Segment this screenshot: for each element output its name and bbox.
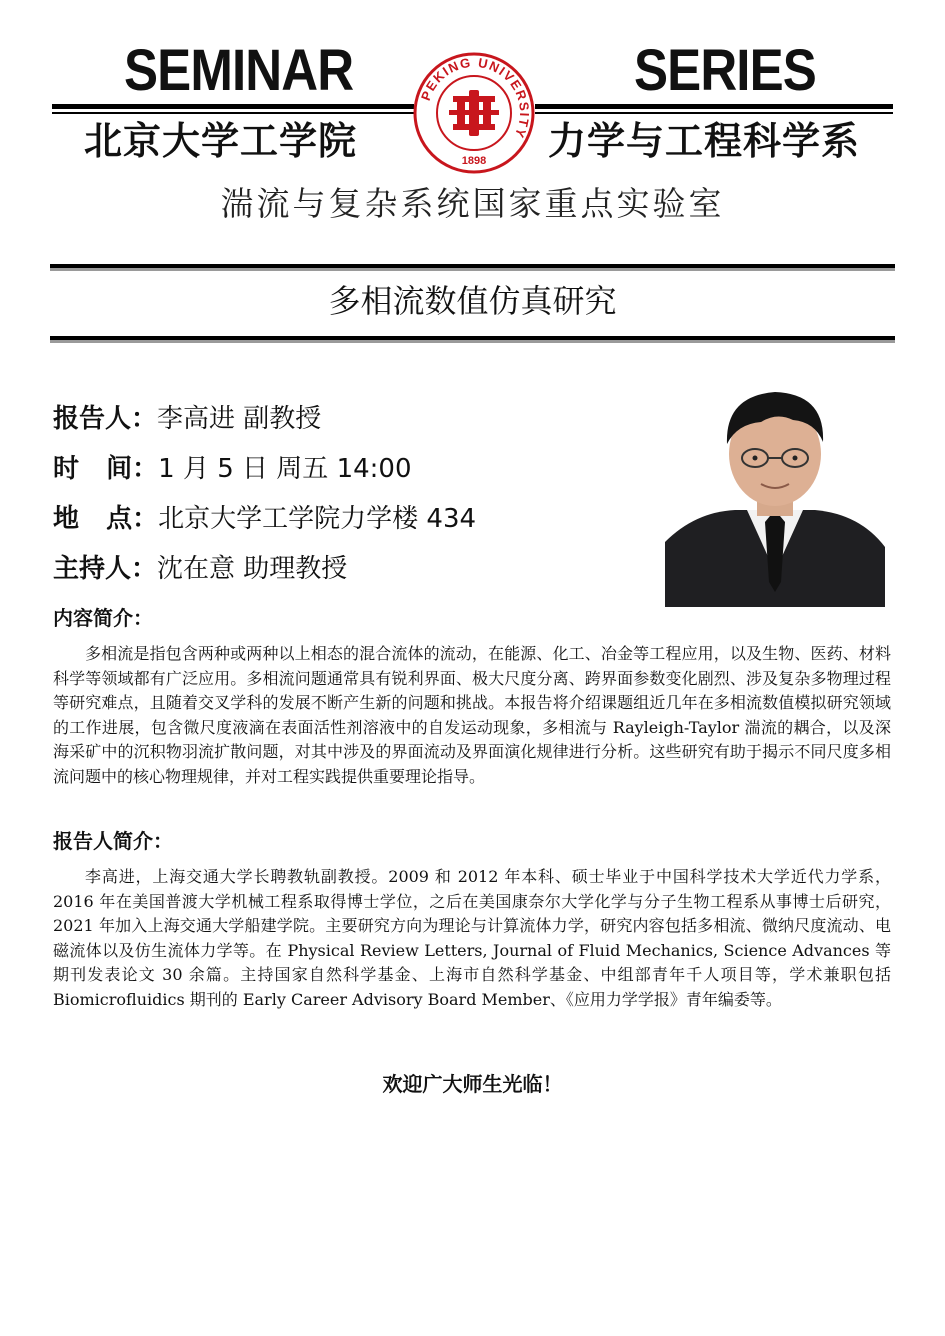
place-label: 地 点： — [53, 504, 159, 534]
header-line-right-thick — [535, 104, 893, 109]
abstract-text: 多相流是指包含两种或两种以上相态的混合流体的流动，在能源、化工、冶金等工程应用，以及生物、医药、材料科学等领域都有广泛应用。多相流问题通常具有锐利界面、极大尺度分离、跨界面参数变化剧烈、涉及复杂多物理过程等研究难点，且随着交叉学科的发展不断产生新的问题和挑战。本报告将介绍课题组近几年在多相流数值模拟研究领域的工作进展，包含微尺度液滴在表面活性剂溶液中的自发运动现象，多相流与 Rayleigh-Taylor 湍流的耦合，以及深海采矿中的沉积物羽流扩散问题，对其中涉及的界面流动及界面演化规律进行分析。这些研究有助于揭示不同尺度多相流问题中的核心物理规律，并对工程实践提供重要理论指导。 — [53, 644, 891, 786]
info-time — [53, 456, 412, 482]
header-line-right-thin — [535, 112, 893, 114]
title-bar-top-shadow — [50, 268, 895, 271]
talk-title: 多相流数值仿真研究 — [328, 282, 617, 320]
header-series-word: SERIES — [634, 38, 816, 103]
state-key-lab-name: 湍流与复杂系统国家重点实验室 — [220, 184, 725, 223]
bio-heading: 报告人简介： — [53, 829, 173, 853]
place-value: 北京大学工学院力学楼 434 — [158, 504, 477, 534]
logo-ring-text: PEKING UNIVERSITY — [417, 54, 533, 142]
header-line-left-thin — [52, 112, 414, 114]
host-value: 沈在意 助理教授 — [157, 554, 348, 584]
info-speaker — [53, 406, 321, 432]
info-place — [53, 506, 476, 532]
abstract-heading: 内容简介： — [53, 606, 153, 630]
speaker-label: 报告人： — [53, 404, 158, 434]
title-bar-bottom-shadow — [50, 340, 895, 343]
info-host — [53, 556, 347, 582]
host-label: 主持人： — [53, 554, 158, 584]
time-value: 1 月 5 日 周五 14:00 — [158, 454, 412, 484]
header-department-name: 力学与工程科学系 — [548, 119, 861, 163]
welcome-text: 欢迎广大师生光临！ — [382, 1072, 563, 1096]
time-label: 时 间： — [53, 454, 159, 484]
logo-year: 1898 — [461, 155, 487, 167]
header-college-name: 北京大学工学院 — [84, 119, 358, 163]
bio-text: 李高进，上海交通大学长聘教轨副教授。2009 和 2012 年本科、硕士毕业于中国科学技术大学近代力学系，2016 年在美国普渡大学机械工程系取得博士学位，之后在美国康奈尔大学化学与分子生物工程系从事博士后研究，2021 年加入上海交通大学船建学院。主要研究方向为理论与计算流体力学，研究内容包括多相流、微纳尺度流动、电磁流体以及仿生流体力学等。在 Physical Review Letters, Journal of Fluid Mechanics, Science Advances 等期刊发表论文 30 余篇。主持国家自然科学基金、上海市自然科学基金、中组部青年千人项目等，学术兼职包括 Biomicrofluidics 期刊的 Early Career Advisory Board Member、《应用力学学报》青年编委等。 — [53, 867, 891, 1009]
peking-university-logo — [413, 52, 535, 174]
speaker-photo — [665, 382, 885, 607]
header-seminar-word: SEMINAR — [124, 38, 354, 103]
header-line-left-thick — [52, 104, 414, 109]
speaker-value: 李高进 副教授 — [157, 404, 322, 434]
logo-emblem — [449, 90, 499, 136]
